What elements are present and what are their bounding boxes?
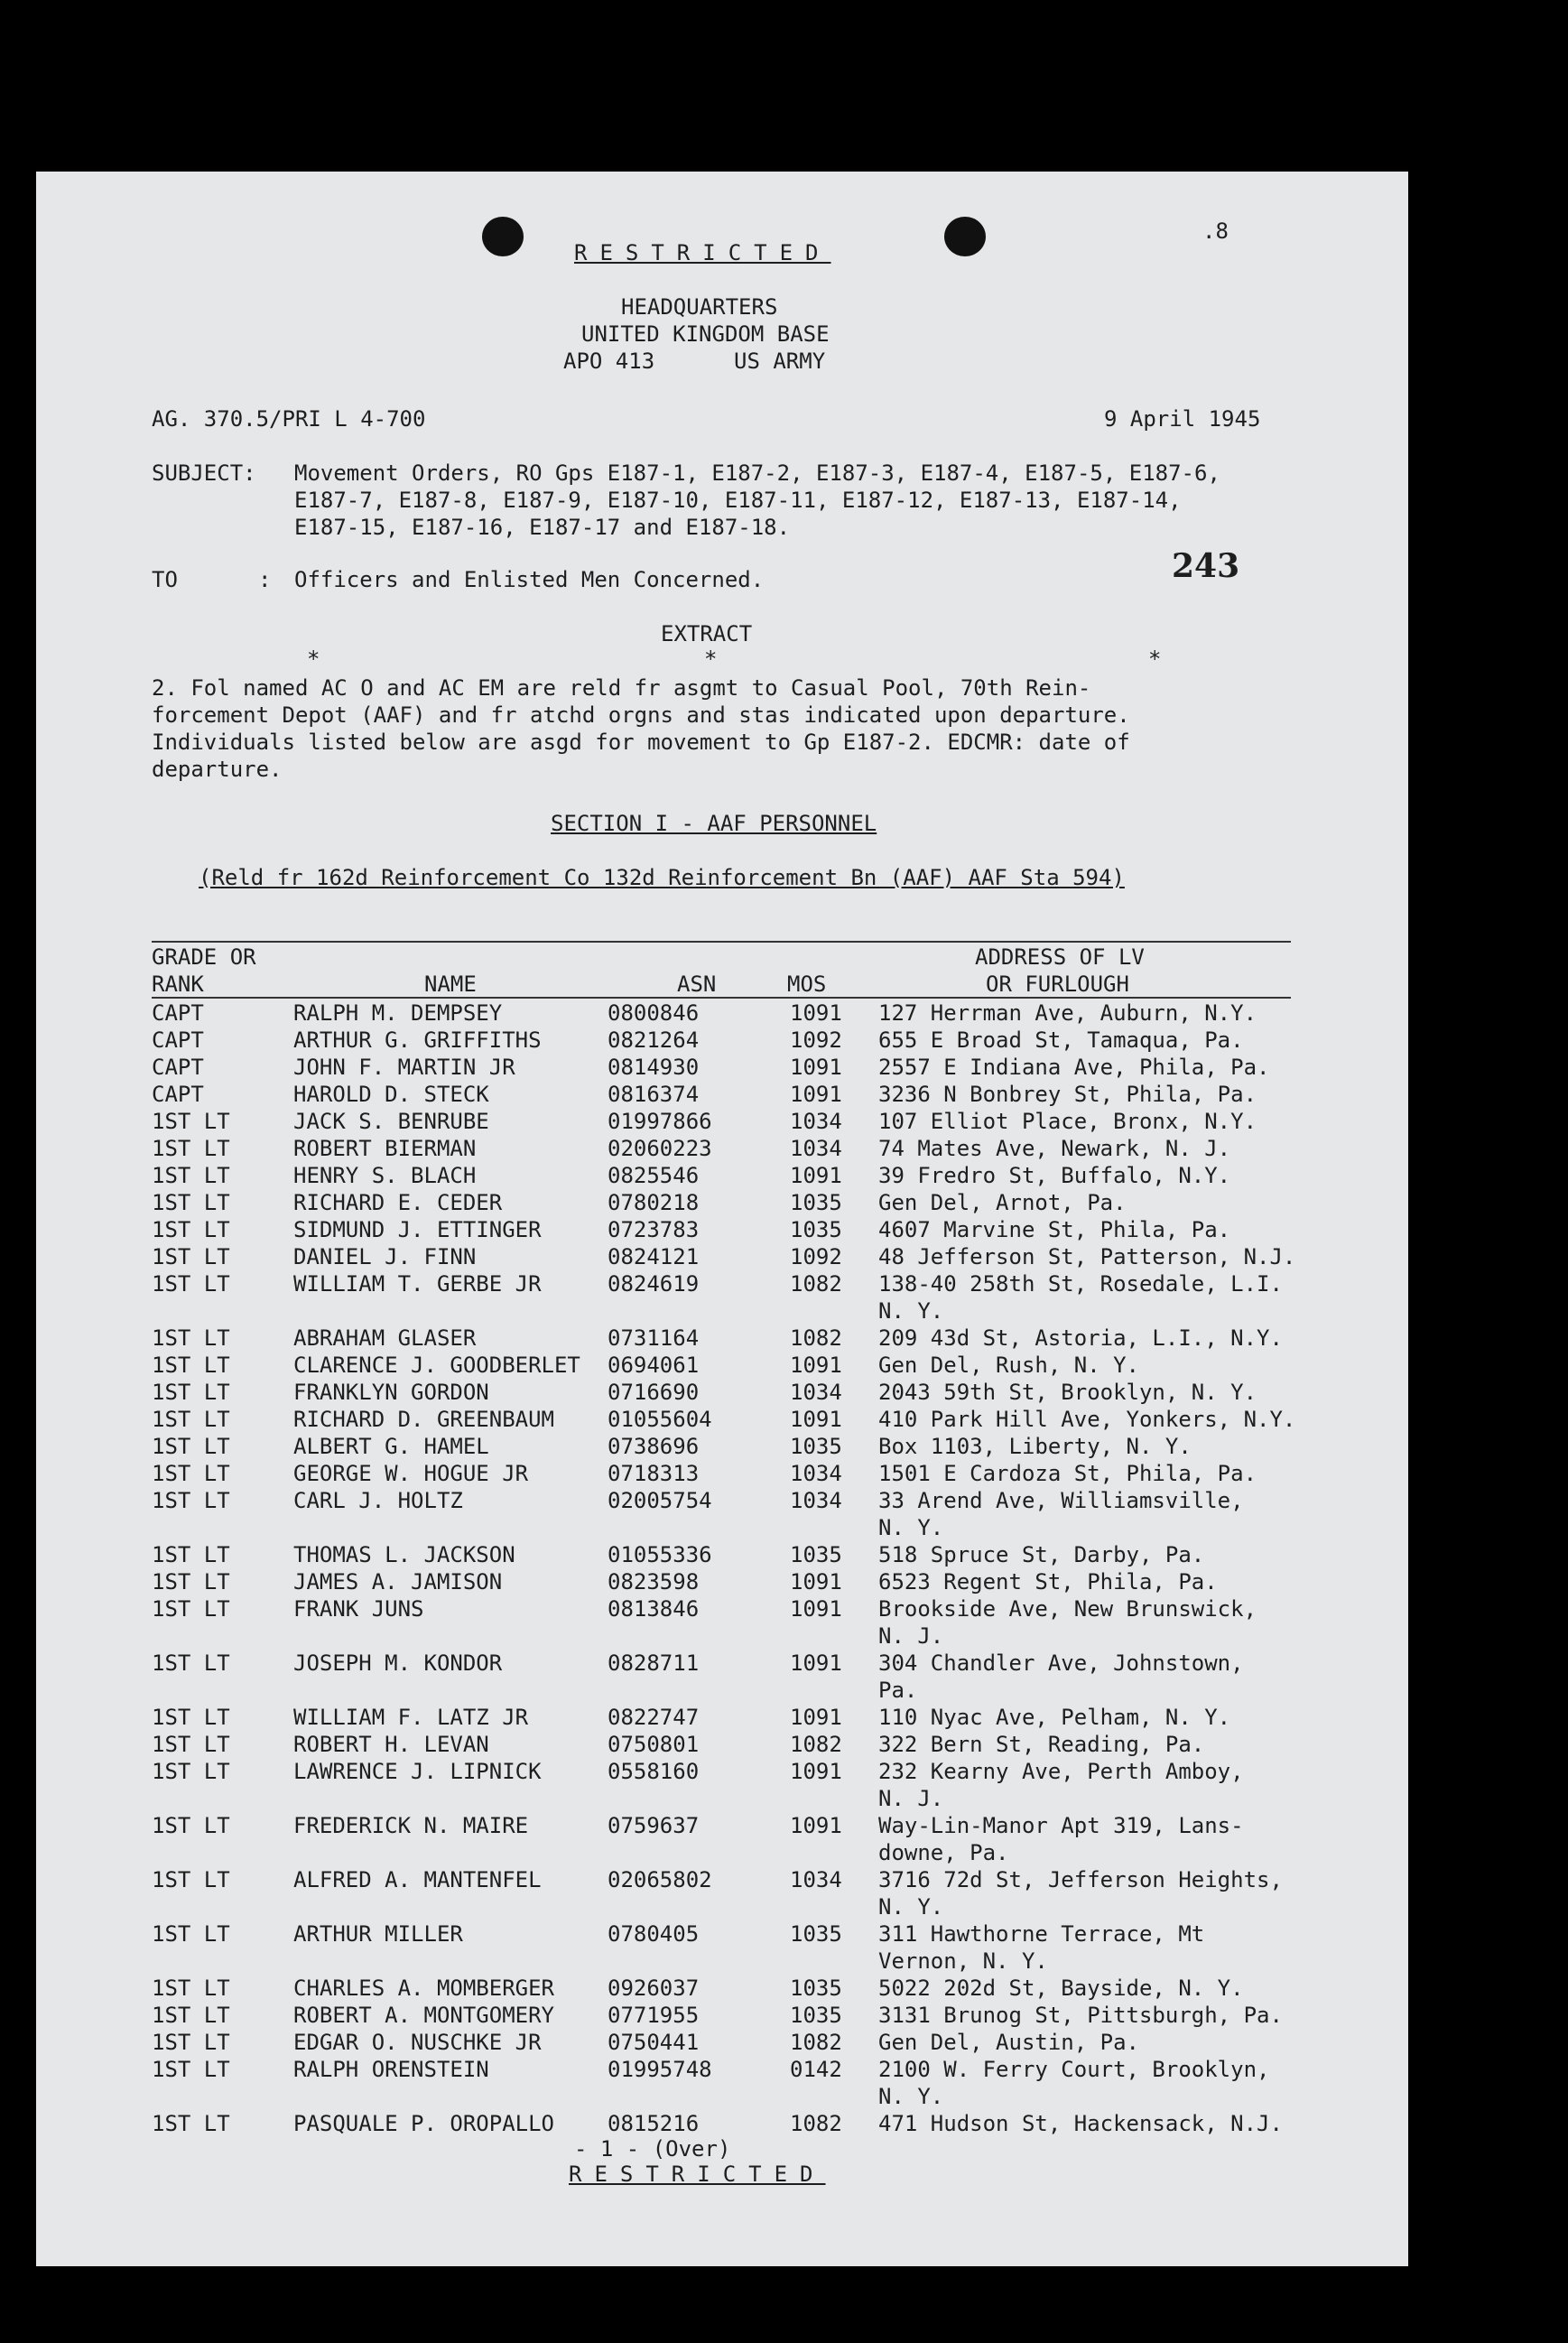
address-cell-continued: N. J.: [878, 1623, 944, 1649]
grade-cell: CAPT: [152, 1000, 204, 1026]
asn-cell: 0716690: [608, 1380, 700, 1405]
asn-cell: 0828711: [608, 1650, 700, 1676]
table-row: [36, 1976, 1408, 2003]
address-cell: 1501 E Cardoza St, Phila, Pa.: [878, 1461, 1257, 1486]
grade-cell: 1ST LT: [152, 1353, 230, 1378]
base-line: UNITED KINGDOM BASE: [581, 321, 830, 347]
to-text: Officers and Enlisted Men Concerned.: [294, 567, 765, 592]
address-cell: 322 Bern St, Reading, Pa.: [878, 1732, 1205, 1757]
mos-cell: 1035: [790, 1190, 842, 1215]
grade-cell: 1ST LT: [152, 1109, 230, 1134]
table-row: [36, 1000, 1408, 1027]
subject-line-3: E187-15, E187-16, E187-17 and E187-18.: [294, 515, 791, 540]
name-cell: RALPH ORENSTEIN: [293, 2057, 489, 2082]
punch-hole-right: [944, 217, 986, 256]
name-cell: PASQUALE P. OROPALLO: [293, 2111, 554, 2136]
address-cell: Gen Del, Rush, N. Y.: [878, 1353, 1139, 1378]
asn-cell: 0926037: [608, 1976, 700, 2001]
name-cell: RICHARD E. CEDER: [293, 1190, 503, 1215]
table-row: [36, 1217, 1408, 1244]
grade-cell: 1ST LT: [152, 1732, 230, 1757]
address-cell: 232 Kearny Ave, Perth Amboy,: [878, 1759, 1244, 1784]
mos-cell: 1092: [790, 1244, 842, 1269]
mos-cell: 1035: [790, 1434, 842, 1459]
mos-cell: 1082: [790, 1271, 842, 1297]
mos-cell: 1035: [790, 1542, 842, 1567]
address-cell-continued: downe, Pa.: [878, 1840, 1009, 1865]
address-cell: 655 E Broad St, Tamaqua, Pa.: [878, 1027, 1244, 1053]
mos-cell: 1082: [790, 1732, 842, 1757]
name-cell: JAMES A. JAMISON: [293, 1569, 503, 1595]
address-cell: 33 Arend Ave, Williamsville,: [878, 1488, 1244, 1513]
grade-cell: 1ST LT: [152, 1271, 230, 1297]
address-cell-continued: N. Y.: [878, 1298, 944, 1324]
grade-cell: 1ST LT: [152, 1190, 230, 1215]
asn-cell: 0558160: [608, 1759, 700, 1784]
table-row: [36, 1109, 1408, 1136]
address-cell-continued: Vernon, N. Y.: [878, 1948, 1048, 1974]
address-cell: 39 Fredro St, Buffalo, N.Y.: [878, 1163, 1231, 1188]
apo-line: APO 413: [563, 349, 655, 374]
grade-cell: 1ST LT: [152, 2003, 230, 2028]
header-grade-2: RANK: [152, 972, 204, 997]
name-cell: EDGAR O. NUSCHKE JR: [293, 2030, 542, 2055]
restricted-bottom: RESTRICTED: [569, 2162, 826, 2187]
grade-cell: 1ST LT: [152, 1976, 230, 2001]
grade-cell: 1ST LT: [152, 1380, 230, 1405]
address-cell: 5022 202d St, Bayside, N. Y.: [878, 1976, 1244, 2001]
mos-cell: 1082: [790, 2030, 842, 2055]
section-title: SECTION I - AAF PERSONNEL: [551, 811, 877, 836]
table-row: [36, 1055, 1408, 1082]
asn-cell: 0780405: [608, 1921, 700, 1947]
page-number: - 1 - (Over): [574, 2136, 731, 2162]
mos-cell: 1082: [790, 2111, 842, 2136]
asn-cell: 0800846: [608, 1000, 700, 1026]
address-cell: 127 Herrman Ave, Auburn, N.Y.: [878, 1000, 1257, 1026]
grade-cell: 1ST LT: [152, 1813, 230, 1838]
address-cell: 2100 W. Ferry Court, Brooklyn,: [878, 2057, 1270, 2082]
table-row: [36, 1921, 1408, 1974]
table-row: [36, 1136, 1408, 1163]
grade-cell: 1ST LT: [152, 2057, 230, 2082]
address-cell: 2557 E Indiana Ave, Phila, Pa.: [878, 1055, 1270, 1080]
name-cell: HENRY S. BLACH: [293, 1163, 477, 1188]
asn-cell: 0694061: [608, 1353, 700, 1378]
asn-cell: 0825546: [608, 1163, 700, 1188]
asn-cell: 0750441: [608, 2030, 700, 2055]
table-row: [36, 1569, 1408, 1596]
grade-cell: 1ST LT: [152, 2030, 230, 2055]
name-cell: FRANK JUNS: [293, 1596, 424, 1622]
name-cell: RICHARD D. GREENBAUM: [293, 1407, 554, 1432]
grade-cell: 1ST LT: [152, 1407, 230, 1432]
table-row: [36, 1461, 1408, 1488]
address-cell: 107 Elliot Place, Bronx, N.Y.: [878, 1109, 1257, 1134]
to-colon: :: [258, 567, 272, 592]
address-cell: 518 Spruce St, Darby, Pa.: [878, 1542, 1205, 1567]
table-row: [36, 1325, 1408, 1353]
grade-cell: 1ST LT: [152, 1136, 230, 1161]
address-cell-continued: N. Y.: [878, 2084, 944, 2109]
subject-line-2: E187-7, E187-8, E187-9, E187-10, E187-11, E187-12, E187-13, E187-14,: [294, 488, 1182, 513]
grade-cell: 1ST LT: [152, 1434, 230, 1459]
subject-line-1: Movement Orders, RO Gps E187-1, E187-2, E187-3, E187-4, E187-5, E187-6,: [294, 460, 1220, 486]
asn-cell: 0813846: [608, 1596, 700, 1622]
mos-cell: 1091: [790, 1407, 842, 1432]
name-cell: ROBERT A. MONTGOMERY: [293, 2003, 554, 2028]
mos-cell: 1034: [790, 1109, 842, 1134]
address-cell: 3131 Brunog St, Pittsburgh, Pa.: [878, 2003, 1283, 2028]
address-cell-continued: N. Y.: [878, 1894, 944, 1920]
name-cell: HAROLD D. STECK: [293, 1082, 489, 1107]
table-top-rule: [152, 941, 1291, 943]
address-cell: 311 Hawthorne Terrace, Mt: [878, 1921, 1205, 1947]
address-cell: 74 Mates Ave, Newark, N. J.: [878, 1136, 1231, 1161]
asn-cell: 02065802: [608, 1867, 712, 1892]
document-page: [36, 172, 1408, 2266]
asn-cell: 0771955: [608, 2003, 700, 2028]
address-cell-continued: N. J.: [878, 1786, 944, 1811]
address-cell: Box 1103, Liberty, N. Y.: [878, 1434, 1192, 1459]
address-cell: 6523 Regent St, Phila, Pa.: [878, 1569, 1218, 1595]
address-cell: 3716 72d St, Jefferson Heights,: [878, 1867, 1283, 1892]
header-address-2: OR FURLOUGH: [986, 972, 1129, 997]
punch-hole-left: [482, 217, 524, 256]
grade-cell: 1ST LT: [152, 1705, 230, 1730]
header-address-1: ADDRESS OF LV: [975, 944, 1145, 970]
address-cell: 4607 Marvine St, Phila, Pa.: [878, 1217, 1231, 1242]
name-cell: CLARENCE J. GOODBERLET: [293, 1353, 580, 1378]
asn-cell: 02005754: [608, 1488, 712, 1513]
address-cell: 471 Hudson St, Hackensack, N.J.: [878, 2111, 1283, 2136]
address-cell: Gen Del, Arnot, Pa.: [878, 1190, 1127, 1215]
section-subtitle: (Reld fr 162d Reinforcement Co 132d Reinforcement Bn (AAF) AAF Sta 594): [199, 865, 1125, 890]
name-cell: CARL J. HOLTZ: [293, 1488, 463, 1513]
name-cell: ARTHUR G. GRIFFITHS: [293, 1027, 542, 1053]
header-asn: ASN: [677, 972, 717, 997]
page-mark: .8: [1202, 218, 1229, 244]
grade-cell: 1ST LT: [152, 1488, 230, 1513]
extract-heading: EXTRACT: [661, 621, 753, 646]
name-cell: JOHN F. MARTIN JR: [293, 1055, 515, 1080]
table-row: [36, 1082, 1408, 1109]
table-row: [36, 2057, 1408, 2109]
table-row: [36, 1759, 1408, 1811]
address-cell: 2043 59th St, Brooklyn, N. Y.: [878, 1380, 1257, 1405]
name-cell: FRANKLYN GORDON: [293, 1380, 489, 1405]
name-cell: ALBERT G. HAMEL: [293, 1434, 489, 1459]
asn-cell: 0824121: [608, 1244, 700, 1269]
grade-cell: 1ST LT: [152, 1759, 230, 1784]
address-cell: 410 Park Hill Ave, Yonkers, N.Y.: [878, 1407, 1296, 1432]
table-row: [36, 1867, 1408, 1920]
asn-cell: 01055336: [608, 1542, 712, 1567]
asn-cell: 0816374: [608, 1082, 700, 1107]
table-row: [36, 1271, 1408, 1324]
name-cell: ARTHUR MILLER: [293, 1921, 463, 1947]
handwritten-number: 243: [1172, 547, 1240, 585]
star-1: *: [307, 646, 320, 672]
asn-cell: 0723783: [608, 1217, 700, 1242]
star-3: *: [1148, 646, 1162, 672]
asn-cell: 0750801: [608, 1732, 700, 1757]
asn-cell: 0731164: [608, 1325, 700, 1351]
asn-cell: 01997866: [608, 1109, 712, 1134]
mos-cell: 1091: [790, 1000, 842, 1026]
grade-cell: 1ST LT: [152, 1921, 230, 1947]
table-row: [36, 1650, 1408, 1703]
grade-cell: 1ST LT: [152, 1650, 230, 1676]
table-row: [36, 1596, 1408, 1649]
grade-cell: 1ST LT: [152, 1596, 230, 1622]
mos-cell: 1034: [790, 1867, 842, 1892]
address-cell: 209 43d St, Astoria, L.I., N.Y.: [878, 1325, 1283, 1351]
asn-cell: 0821264: [608, 1027, 700, 1053]
address-cell: 3236 N Bonbrey St, Phila, Pa.: [878, 1082, 1257, 1107]
table-row: [36, 1488, 1408, 1540]
name-cell: GEORGE W. HOGUE JR: [293, 1461, 529, 1486]
mos-cell: 1091: [790, 1055, 842, 1080]
address-cell: 48 Jefferson St, Patterson, N.J.: [878, 1244, 1296, 1269]
mos-cell: 1034: [790, 1461, 842, 1486]
table-row: [36, 1380, 1408, 1407]
grade-cell: 1ST LT: [152, 1867, 230, 1892]
paragraph-line-3: Individuals listed below are asgd for movement to Gp E187-2. EDCMR: date of: [152, 730, 1130, 755]
mos-cell: 1035: [790, 1921, 842, 1947]
asn-cell: 0738696: [608, 1434, 700, 1459]
table-row: [36, 1244, 1408, 1271]
address-cell: Gen Del, Austin, Pa.: [878, 2030, 1139, 2055]
name-cell: WILLIAM T. GERBE JR: [293, 1271, 542, 1297]
table-row: [36, 1190, 1408, 1217]
header-mos: MOS: [787, 972, 827, 997]
asn-cell: 01055604: [608, 1407, 712, 1432]
table-row: [36, 1407, 1408, 1434]
asn-cell: 0718313: [608, 1461, 700, 1486]
name-cell: LAWRENCE J. LIPNICK: [293, 1759, 542, 1784]
asn-cell: 0815216: [608, 2111, 700, 2136]
grade-cell: CAPT: [152, 1055, 204, 1080]
mos-cell: 1091: [790, 1813, 842, 1838]
address-cell: 138-40 258th St, Rosedale, L.I.: [878, 1271, 1283, 1297]
mos-cell: 1091: [790, 1082, 842, 1107]
mos-cell: 1082: [790, 1325, 842, 1351]
mos-cell: 1034: [790, 1380, 842, 1405]
grade-cell: 1ST LT: [152, 1461, 230, 1486]
table-row: [36, 1434, 1408, 1461]
asn-cell: 01995748: [608, 2057, 712, 2082]
document-date: 9 April 1945: [1104, 406, 1261, 432]
name-cell: ROBERT BIERMAN: [293, 1136, 477, 1161]
star-2: *: [704, 646, 718, 672]
asn-cell: 0759637: [608, 1813, 700, 1838]
name-cell: SIDMUND J. ETTINGER: [293, 1217, 542, 1242]
mos-cell: 1091: [790, 1705, 842, 1730]
address-cell: Brookside Ave, New Brunswick,: [878, 1596, 1257, 1622]
table-row: [36, 1705, 1408, 1732]
subject-label: SUBJECT:: [152, 460, 256, 486]
paragraph-line-1: 2. Fol named AC O and AC EM are reld fr asgmt to Casual Pool, 70th Rein-: [152, 675, 1091, 701]
paragraph-line-4: departure.: [152, 757, 283, 782]
table-row: [36, 1732, 1408, 1759]
hq-line: HEADQUARTERS: [621, 294, 778, 320]
grade-cell: CAPT: [152, 1027, 204, 1053]
table-row: [36, 1027, 1408, 1055]
mos-cell: 1091: [790, 1163, 842, 1188]
name-cell: CHARLES A. MOMBERGER: [293, 1976, 554, 2001]
asn-cell: 0780218: [608, 1190, 700, 1215]
table-row: [36, 1353, 1408, 1380]
name-cell: ROBERT H. LEVAN: [293, 1732, 489, 1757]
grade-cell: 1ST LT: [152, 1244, 230, 1269]
grade-cell: 1ST LT: [152, 1217, 230, 1242]
restricted-top: RESTRICTED: [574, 240, 831, 265]
name-cell: ALFRED A. MANTENFEL: [293, 1867, 542, 1892]
name-cell: THOMAS L. JACKSON: [293, 1542, 515, 1567]
reference-number: AG. 370.5/PRI L 4-700: [152, 406, 426, 432]
name-cell: JOSEPH M. KONDOR: [293, 1650, 503, 1676]
mos-cell: 1091: [790, 1759, 842, 1784]
mos-cell: 1091: [790, 1650, 842, 1676]
address-cell-continued: N. Y.: [878, 1515, 944, 1540]
address-cell: Way-Lin-Manor Apt 319, Lans-: [878, 1813, 1244, 1838]
table-row: [36, 1813, 1408, 1865]
mos-cell: 1034: [790, 1488, 842, 1513]
mos-cell: 1091: [790, 1353, 842, 1378]
address-cell: 304 Chandler Ave, Johnstown,: [878, 1650, 1244, 1676]
table-header-rule: [152, 997, 1291, 999]
mos-cell: 1035: [790, 1976, 842, 2001]
header-grade-1: GRADE OR: [152, 944, 256, 970]
asn-cell: 0824619: [608, 1271, 700, 1297]
asn-cell: 0823598: [608, 1569, 700, 1595]
mos-cell: 1035: [790, 1217, 842, 1242]
mos-cell: 1092: [790, 1027, 842, 1053]
grade-cell: 1ST LT: [152, 1325, 230, 1351]
table-row: [36, 2030, 1408, 2057]
mos-cell: 1091: [790, 1569, 842, 1595]
grade-cell: CAPT: [152, 1082, 204, 1107]
name-cell: DANIEL J. FINN: [293, 1244, 477, 1269]
asn-cell: 0822747: [608, 1705, 700, 1730]
asn-cell: 0814930: [608, 1055, 700, 1080]
name-cell: ABRAHAM GLASER: [293, 1325, 477, 1351]
address-cell-continued: Pa.: [878, 1678, 918, 1703]
table-row: [36, 2003, 1408, 2030]
mos-cell: 1035: [790, 2003, 842, 2028]
name-cell: FREDERICK N. MAIRE: [293, 1813, 529, 1838]
grade-cell: 1ST LT: [152, 2111, 230, 2136]
mos-cell: 1034: [790, 1136, 842, 1161]
header-name: NAME: [424, 972, 477, 997]
name-cell: WILLIAM F. LATZ JR: [293, 1705, 529, 1730]
table-row: [36, 1163, 1408, 1190]
asn-cell: 02060223: [608, 1136, 712, 1161]
grade-cell: 1ST LT: [152, 1542, 230, 1567]
grade-cell: 1ST LT: [152, 1163, 230, 1188]
name-cell: RALPH M. DEMPSEY: [293, 1000, 503, 1026]
table-row: [36, 2111, 1408, 2138]
mos-cell: 1091: [790, 1596, 842, 1622]
army-line: US ARMY: [734, 349, 826, 374]
address-cell: 110 Nyac Ave, Pelham, N. Y.: [878, 1705, 1231, 1730]
mos-cell: 0142: [790, 2057, 842, 2082]
paragraph-line-2: forcement Depot (AAF) and fr atchd orgns and stas indicated upon departure.: [152, 702, 1130, 728]
grade-cell: 1ST LT: [152, 1569, 230, 1595]
table-row: [36, 1542, 1408, 1569]
name-cell: JACK S. BENRUBE: [293, 1109, 489, 1134]
to-label: TO: [152, 567, 178, 592]
